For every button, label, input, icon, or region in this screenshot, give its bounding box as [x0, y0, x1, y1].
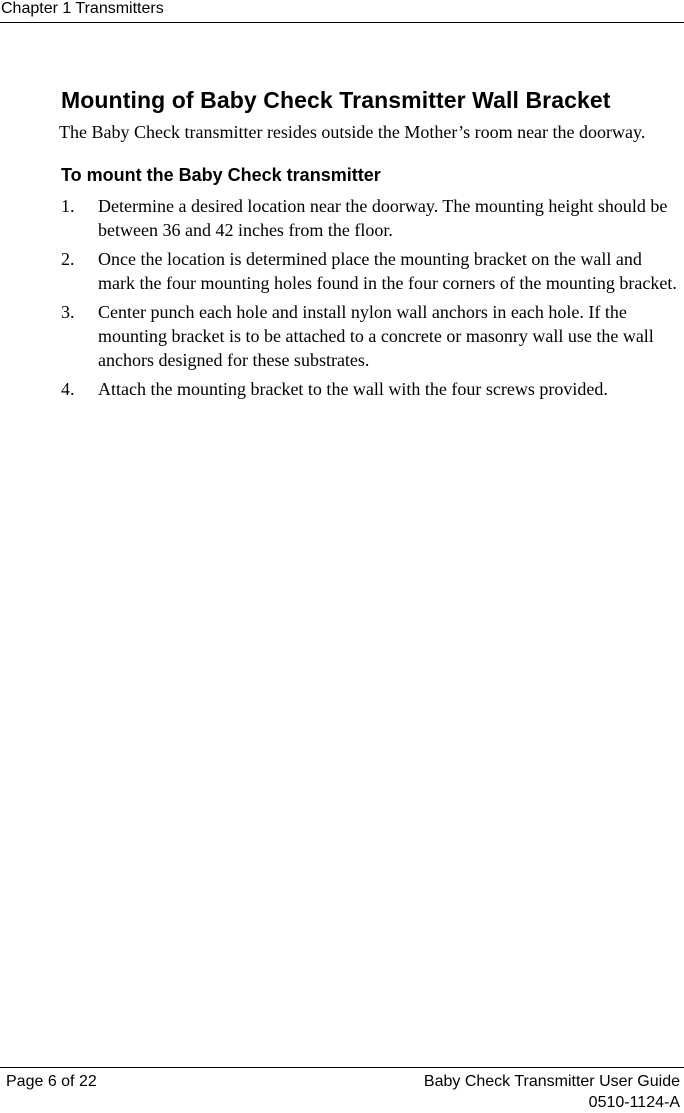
step-item — [61, 377, 677, 401]
document-number: 0510-1124-A — [588, 1094, 680, 1111]
step-item — [61, 247, 677, 295]
step-number: 2. — [61, 249, 75, 269]
document-info — [424, 1071, 680, 1113]
page-header — [0, 0, 684, 23]
section-title: Mounting of Baby Check Transmitter Wall Bracket — [61, 87, 611, 113]
step-text: Determine a desired location near the doorway. The mounting height should be between 36 and 42 inches from the floor. — [98, 196, 668, 240]
step-number: 4. — [61, 379, 75, 399]
step-text: Once the location is determined place the mounting bracket on the wall and mark the four mounting holes found in the four corners of the mounting bracket. — [98, 249, 677, 293]
step-number: 1. — [61, 196, 75, 216]
step-item — [61, 194, 677, 242]
page-content — [61, 86, 677, 406]
page-footer — [0, 1067, 684, 1113]
procedure-steps — [61, 194, 677, 401]
procedure-heading: To mount the Baby Check transmitter — [61, 165, 381, 185]
step-text: Attach the mounting bracket to the wall with the four screws provided. — [98, 379, 608, 399]
page-number: Page 6 of 22 — [6, 1073, 97, 1090]
intro-paragraph: The Baby Check transmitter resides outside the Mother’s room near the doorway. — [59, 122, 646, 142]
guide-title: Baby Check Transmitter User Guide — [423, 1073, 680, 1090]
step-text: Center punch each hole and install nylon wall anchors in each hole. If the mounting bracket is to be attached to a concrete or masonry wall use the wall anchors designed for these substrates. — [98, 302, 654, 370]
chapter-title: Chapter 1 Transmitters — [1, 0, 164, 17]
step-number: 3. — [61, 302, 75, 322]
step-item — [61, 300, 677, 372]
